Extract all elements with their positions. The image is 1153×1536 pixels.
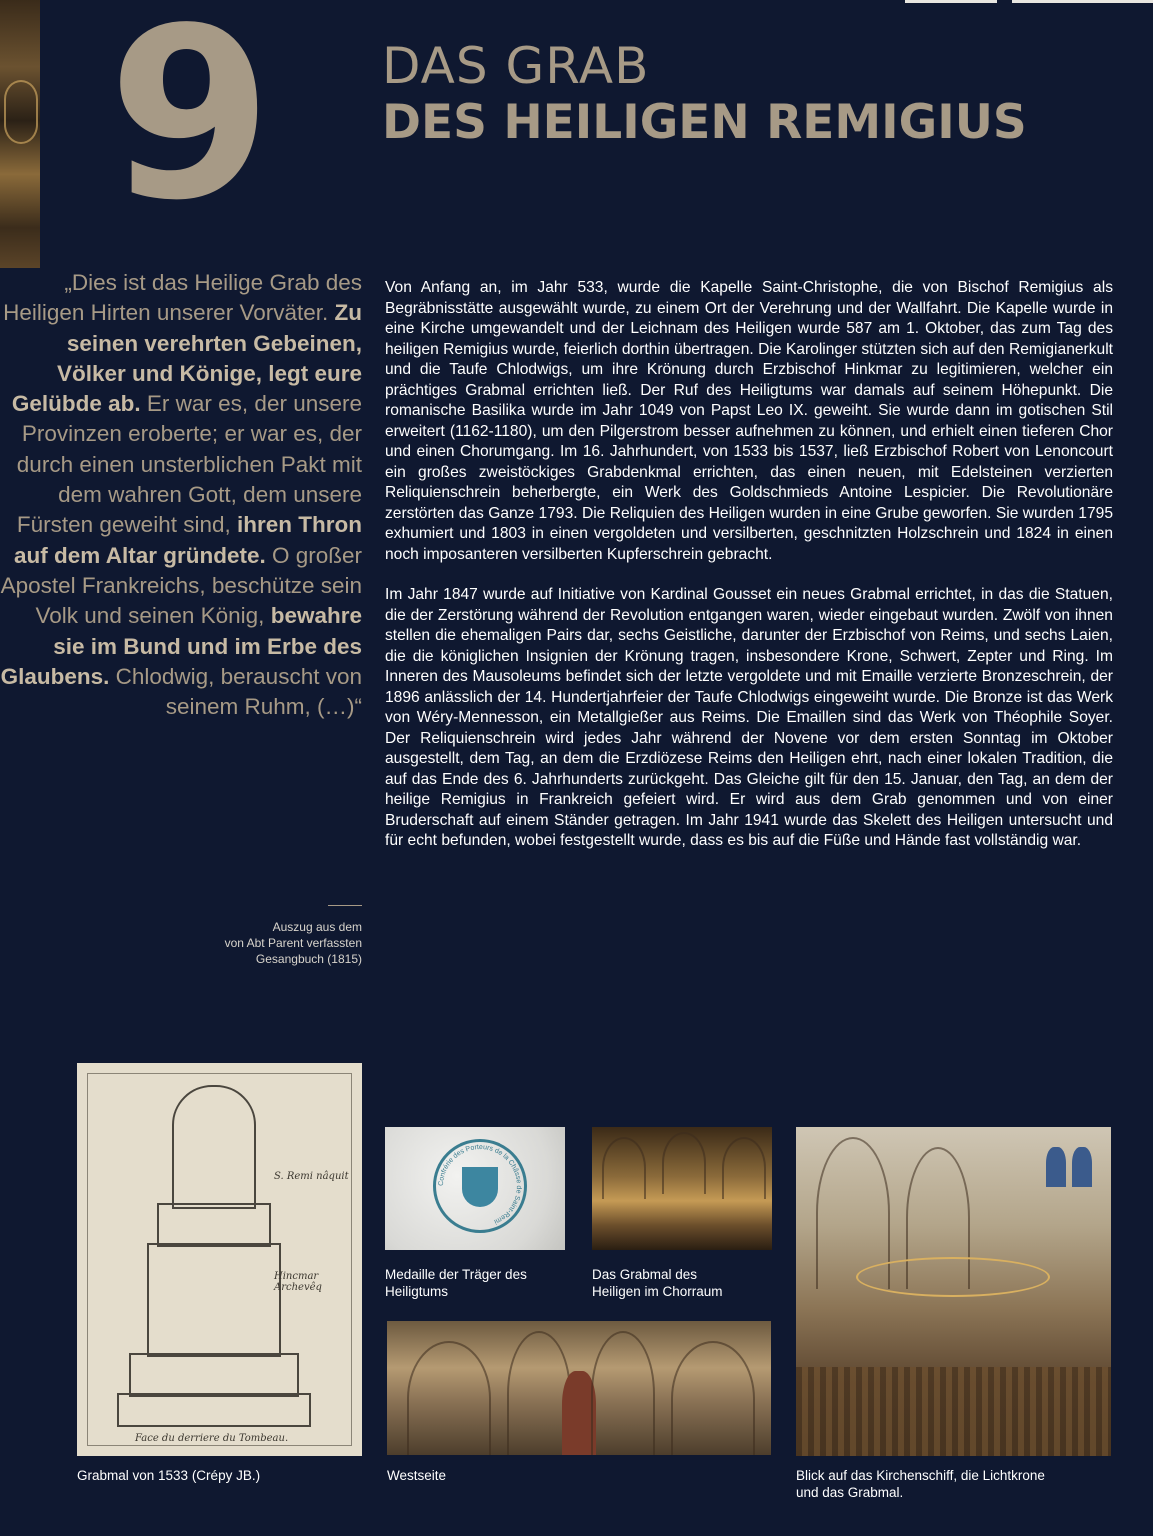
source-line: Gesangbuch (1815) (255, 952, 362, 966)
choir-tomb-photo (592, 1127, 772, 1250)
quote-text: O großer Apostel Frankreichs, beschütze sein Volk und seinen König, (0, 542, 362, 629)
paragraph: Von Anfang an, im Jahr 533, wurde die Kapelle Saint-Christophe, die von Bischof Remigius als Begräbnisstätte ausgewählt wurde, zu einem Ort der Verehrung und der Wallfahrt. Die Kapelle wurde in eine Kirche umgewandelt und der Leichnam des Heiligen wurde 587 am 1. Oktober, das zum Tag des heiligen Remigius wurde, feierlich dorthin übertragen. Die Karolinger stützten sich auf den Remigianerkult und die Taufe Chlodwigs, um ihre Krönung durch Erzbischof Hinkmar zu legitimieren, welcher ein prächtiges Grabmal errichten ließ. Der Ruf des Heiligtums war damals auf seinem Höhepunkt. Die romanische Basilika wurde im Jahr 1049 von Papst Leo IX. geweiht. Sie wurde dann im gotischen Stil erweitert (1162-1180), um den Pilgerstrom besser aufnehmen zu können, und erhielt einen tieferen Chor und einen Chorumgang. Im 16. Jahrhundert, von 1533 bis 1537, ließ Erzbischof Robert von Lenoncourt ein großes zweistöckiges Grabdenkmal errichten, das einen neuen, mit Edelsteinen verzierten Reliquienschrein beherbergte, ein Werk des Goldschmieds Antoine Lespicier. Die Revolutionäre zerstörten das Ganze 1793. Die Reliquien des Heiligen wurden in eine Grube geworfen. Sie wurden 1795 exhumiert und 1803 in einen vergoldeten und versilberten, geschnitzten Holzschrein und 1824 in einen noch imposanteren versilberten Kupferschrein gebracht. (385, 279, 1113, 563)
quote-source (150, 919, 362, 967)
paragraph: Im Jahr 1847 wurde auf Initiative von Kardinal Gousset ein neues Grabmal errichtet, in das die Statuen, die der Zerstörung während der Revolution entgangen waren, wieder eingebaut wurden. Zwölf von ihnen stellen die ehemaligen Pairs dar, sechs Geistliche, darunter der Erzbischof von Reims, und sechs Laien, die die königlichen Insignien der Krönung tragen, insbesondere Krone, Schwert, Zepter und Ring. Im Inneren des Mausoleums befindet sich der letzte vergoldete und mit Emaille verzierte Bronzeschrein, der 1896 anlässlich der 14. Hundertjahrfeier der Taufe Chlodwigs eingeweiht wurde. Die Bronze ist das Werk von Wéry-Mennesson, ein Metallgießer aus Reims. Die Emaillen sind das Werk von Théophile Soyer. Der Reliquienschrein wird jedes Jahr während der Novene vor dem ersten Sonntag im Oktober ausgestellt, dem Tag, an dem die Erzdiözese Reims den Heiligen ehrt, nach einer lokalen Tradition, die auf das Ende des 6. Jahrhunderts zurückgeht. Das Gleiche gilt für den 15. Januar, den Tag, an dem der heilige Remigius in Frankreich gefeiert wird. Er wird aus dem Grab genommen und von einer Bruderschaft auf einem Ständer getragen. Im Jahr 1941 wurde das Skelett des Heiligen untersucht und für echt befunden, wobei festgestellt wurde, dass es bis auf die Füße und Hände fast vollständig war. (385, 586, 1113, 849)
quote-emphasis: ihren Thron auf dem Altar gründete. (14, 512, 362, 568)
engraving-note: S. Remi nâquit (274, 1171, 349, 1182)
quote-text: Chlodwig, berauscht von seinem Ruhm, (…)“ (109, 663, 362, 720)
quote-emphasis: bewahre sie im Bund und im Erbe des Glaubens. (0, 603, 362, 689)
tomb-engraving-image (77, 1063, 362, 1456)
caption-line: Medaille der Träger des (385, 1267, 527, 1282)
cathedral-photo-strip (0, 0, 40, 268)
west-side-photo (387, 1321, 771, 1455)
quote-text: „Dies ist das Heilige Grab des Heiligen Hirten unserer Vorväter. (3, 270, 362, 326)
main-text (385, 278, 1113, 872)
caption-line: Blick auf das Kirchenschiff, die Lichtkrone (796, 1468, 1045, 1483)
medal-ring-text (433, 1139, 527, 1233)
caption-medal (385, 1266, 527, 1300)
nave-photo (796, 1127, 1111, 1456)
caption-line: und das Grabmal. (796, 1485, 904, 1500)
chandelier-ring (856, 1257, 1050, 1297)
title-line-1: DAS GRAB (382, 37, 650, 95)
title-line-2: DES HEILIGEN REMIGIUS (382, 95, 1027, 150)
top-tab (905, 0, 997, 3)
medal-image (385, 1127, 565, 1250)
source-line: von Abt Parent verfassten (224, 936, 362, 950)
chairs (796, 1367, 1111, 1456)
svg-text:Confrérie des Porteurs de la C: Confrérie des Porteurs de la Châsse de Saint-Remi (437, 1143, 523, 1225)
caption-line: Heiligtums (385, 1284, 449, 1299)
caption-engraving: Grabmal von 1533 (Crépy JB.) (77, 1468, 261, 1483)
hymn-quote (0, 268, 362, 722)
section-number: 9 (108, 0, 265, 252)
source-line: Auszug aus dem (272, 920, 362, 934)
quote-divider (328, 905, 362, 906)
engraving-caption: Face du derriere du Tombeau. (135, 1433, 289, 1444)
quote-text: Er war es, der unsere Provinzen eroberte; er war es, der durch einen unsterblichen Pakt mit dem wahren Gott, dem unsere Fürsten geweiht sind, (16, 391, 362, 538)
caption-choir (592, 1266, 723, 1300)
engraving-note: Hincmar Archevêq (274, 1271, 322, 1293)
caption-nave (796, 1467, 1045, 1501)
caption-line: Das Grabmal des (592, 1267, 698, 1282)
quote-emphasis: Zu seinen verehrten Gebeinen, Völker und Könige, legt eure Gelübde ab. (11, 300, 362, 417)
caption-line: Heiligen im Chorraum (592, 1284, 723, 1299)
top-tab (1012, 0, 1153, 3)
caption-west: Westseite (387, 1468, 447, 1483)
